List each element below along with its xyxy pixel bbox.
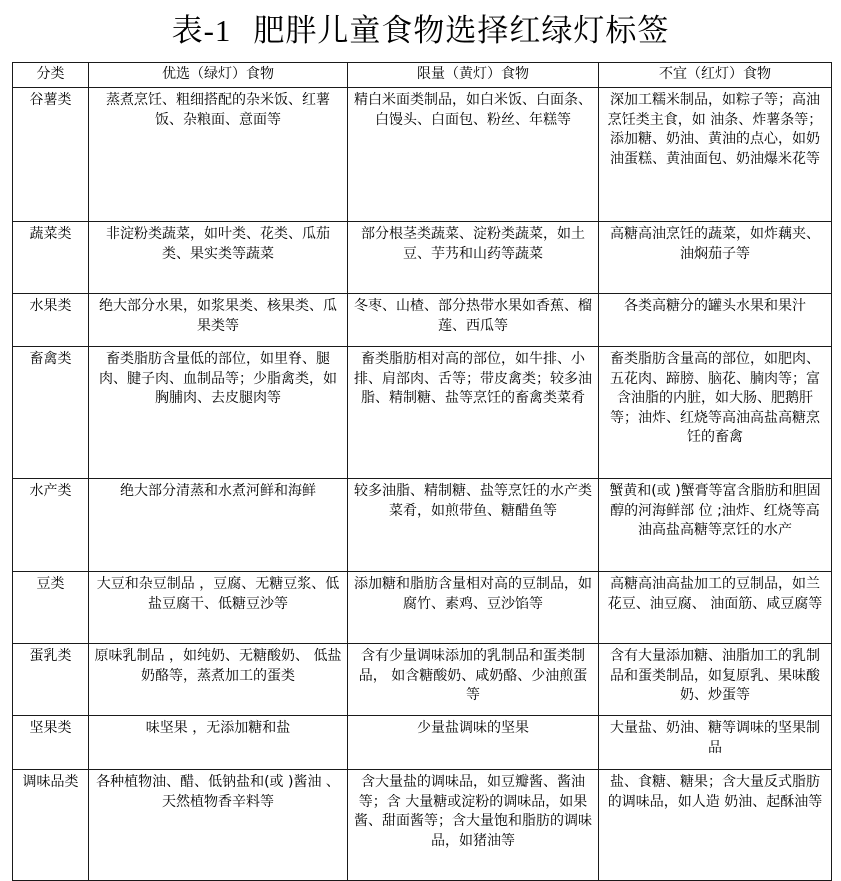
yellow-food-cell: 冬枣、山楂、部分热带水果如香蕉、榴莲、西瓜等 <box>348 294 599 347</box>
red-food-cell: 深加工糯米制品，如粽子等；高油烹饪类主食，如 油条、炸薯条等；添加糖、奶油、黄油的点心，如奶油蛋糕、黄油面包、奶油爆米花等 <box>599 88 832 222</box>
green-food-cell: 蒸煮烹饪、粗细搭配的杂米饭、红薯饭、杂粮面、意面等 <box>89 88 348 222</box>
header-category: 分类 <box>13 63 89 88</box>
red-food-cell: 大量盐、奶油、糖等调味的坚果制品 <box>599 716 832 770</box>
table-row <box>13 222 832 294</box>
table-row <box>13 347 832 479</box>
header-yellow-foods: 限量（黄灯）食物 <box>348 63 599 88</box>
table-row <box>13 294 832 347</box>
green-food-cell: 绝大部分水果，如浆果类、核果类、瓜果类等 <box>89 294 348 347</box>
table-row <box>13 716 832 770</box>
red-food-cell: 含有大量添加糖、油脂加工的乳制品和蛋类制品，如复原乳、果味酸奶、炒蛋等 <box>599 644 832 716</box>
yellow-food-cell: 含有少量调味添加的乳制品和蛋类制品， 如含糖酸奶、咸奶酪、少油煎蛋等 <box>348 644 599 716</box>
table-row <box>13 572 832 644</box>
green-food-cell: 大豆和杂豆制品 ，豆腐、无糖豆浆、低盐豆腐干、低糖豆沙等 <box>89 572 348 644</box>
category-cell: 蛋乳类 <box>13 644 89 716</box>
green-food-cell: 畜类脂肪含量低的部位，如里脊、腿肉、腱子肉、血制品等；少脂禽类，如胸脯肉、去皮腿肉等 <box>89 347 348 479</box>
red-food-cell: 高糖高油高盐加工的豆制品，如兰花豆、油豆腐、 油面筋、咸豆腐等 <box>599 572 832 644</box>
food-traffic-light-table <box>12 62 832 881</box>
yellow-food-cell: 畜类脂肪相对高的部位，如牛排、小排、肩部肉、舌等；带皮禽类；较多油脂、精制糖、盐等烹饪的畜禽类菜肴 <box>348 347 599 479</box>
table-header-row <box>13 63 832 88</box>
yellow-food-cell: 较多油脂、精制糖、盐等烹饪的水产类菜肴，如煎带鱼、糖醋鱼等 <box>348 479 599 572</box>
table-title <box>0 8 841 54</box>
category-cell: 豆类 <box>13 572 89 644</box>
table-row <box>13 644 832 716</box>
red-food-cell: 各类高糖分的罐头水果和果汁 <box>599 294 832 347</box>
yellow-food-cell: 精白米面类制品，如白米饭、白面条、白馒头、白面包、粉丝、年糕等 <box>348 88 599 222</box>
table-row <box>13 479 832 572</box>
red-food-cell: 蟹黄和(或 )蟹膏等富含脂肪和胆固醇的河海鲜部 位 ;油炸、红烧等高油高盐高糖等烹饪的水产 <box>599 479 832 572</box>
category-cell: 调味品类 <box>13 770 89 881</box>
category-cell: 水产类 <box>13 479 89 572</box>
yellow-food-cell: 少量盐调味的坚果 <box>348 716 599 770</box>
green-food-cell: 原味乳制品 ，如纯奶、无糖酸奶、 低盐奶酪等，蒸煮加工的蛋类 <box>89 644 348 716</box>
green-food-cell: 非淀粉类蔬菜，如叶类、花类、瓜茄类、果实类等蔬菜 <box>89 222 348 294</box>
table-row <box>13 88 832 222</box>
yellow-food-cell: 含大量盐的调味品，如豆瓣酱、酱油等；含 大量糖或淀粉的调味品，如果酱、甜面酱等；含大量饱和脂肪的调味品，如猪油等 <box>348 770 599 881</box>
header-red-foods: 不宜（红灯）食物 <box>599 63 832 88</box>
red-food-cell: 盐、食糖、糖果；含大量反式脂肪的调味品，如人造 奶油、起酥油等 <box>599 770 832 881</box>
category-cell: 坚果类 <box>13 716 89 770</box>
yellow-food-cell: 部分根茎类蔬菜、淀粉类蔬菜，如土豆、芋艿和山药等蔬菜 <box>348 222 599 294</box>
green-food-cell: 各种植物油、醋、低钠盐和(或 )酱油 、天然植物香辛料等 <box>89 770 348 881</box>
green-food-cell: 绝大部分清蒸和水煮河鲜和海鲜 <box>89 479 348 572</box>
red-food-cell: 高糖高油烹饪的蔬菜，如炸藕夹、油焖茄子等 <box>599 222 832 294</box>
yellow-food-cell: 添加糖和脂肪含量相对高的豆制品，如腐竹、素鸡、豆沙馅等 <box>348 572 599 644</box>
table-number: 表-1 <box>171 13 232 48</box>
header-green-foods: 优选（绿灯）食物 <box>89 63 348 88</box>
category-cell: 畜禽类 <box>13 347 89 479</box>
green-food-cell: 味坚果 ，无添加糖和盐 <box>89 716 348 770</box>
red-food-cell: 畜类脂肪含量高的部位，如肥肉、五花肉、蹄膀、脑花、腩肉等；富含油脂的内脏，如大肠、肥鹅肝等；油炸、红烧等高油高盐高糖烹饪的畜禽 <box>599 347 832 479</box>
table-row <box>13 770 832 881</box>
table-title-text: 肥胖儿童食物选择红绿灯标签 <box>253 13 670 49</box>
category-cell: 蔬菜类 <box>13 222 89 294</box>
category-cell: 水果类 <box>13 294 89 347</box>
category-cell: 谷薯类 <box>13 88 89 222</box>
